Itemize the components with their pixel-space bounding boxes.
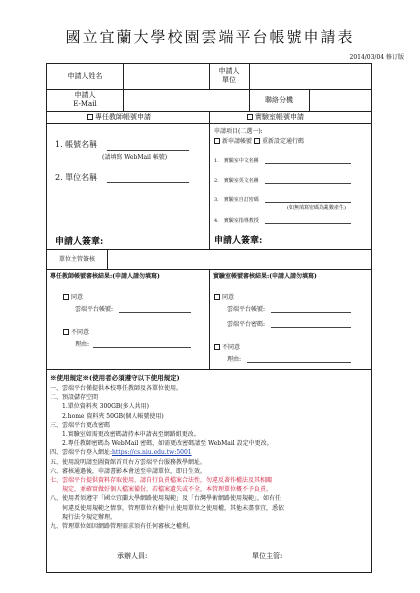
lab-chinese-name-input[interactable] bbox=[265, 163, 351, 164]
teacher-review-disagree[interactable]: 不同意 bbox=[63, 328, 89, 337]
lab-review-reason-input[interactable] bbox=[247, 362, 351, 363]
lab-review-account-input[interactable] bbox=[271, 312, 351, 313]
rule-line: 何違反使用規範之情事，管理單位有權中止使用單位之使用權，其他未盡事宜，悉依 bbox=[50, 504, 285, 512]
lab-field-chinese-name: 1. 實驗室中文名稱 bbox=[214, 158, 259, 164]
checkbox-icon[interactable] bbox=[214, 294, 220, 300]
checkbox-icon[interactable] bbox=[87, 114, 93, 120]
lab-review-header: 實驗室帳號審核結果:(申請人請勿填寫) bbox=[213, 273, 317, 280]
applicant-name-label: 申請人姓名 bbox=[67, 72, 103, 80]
rule-line: 三、雲端平台更改密碼 bbox=[50, 421, 111, 429]
lab-review-password-label: 雲端平台密碼: bbox=[227, 321, 266, 328]
lab-field-english-name: 2. 實驗室英文名稱 bbox=[214, 178, 259, 184]
lab-field-advisor: 4. 實驗室指導教授 bbox=[214, 218, 259, 224]
platform-url-link[interactable]: https://cs.niu.edu.tw:5001 bbox=[112, 449, 192, 457]
lab-account-header[interactable]: 實驗室帳號申請 bbox=[247, 113, 304, 122]
lab-english-name-input[interactable] bbox=[265, 183, 351, 184]
rule-line: 一、雲端平台僅提供本校專任教師及各單位使用。 bbox=[50, 385, 183, 392]
checkbox-icon[interactable] bbox=[214, 344, 220, 350]
checkbox-icon[interactable] bbox=[63, 329, 69, 335]
rule-warning-line: 七、雲端平台提供資料存取使用，請自行負責檔案合法性，勿違反著作權法及其相關 bbox=[50, 477, 273, 485]
teacher-account-header[interactable]: 專任教師帳號申請 bbox=[87, 113, 151, 122]
rule-line: 九、管理單位如因網路管理需求須有任何審核之權利。 bbox=[50, 523, 195, 531]
checkbox-icon[interactable] bbox=[63, 294, 69, 300]
lab-review-disagree[interactable]: 不同意 bbox=[214, 343, 240, 352]
rule-line: 1.實驗室如需更改密碼請持本申請表至網路組更改。 bbox=[50, 431, 200, 439]
teacher-review-agree[interactable]: 同意 bbox=[63, 293, 83, 302]
rules-list bbox=[50, 384, 284, 531]
teacher-signature-label: 申請人簽章: bbox=[55, 237, 104, 247]
phone-ext-label: 聯絡分機 bbox=[265, 96, 293, 104]
form-title: 國立宜蘭大學校園雲端平台帳號申請表 bbox=[65, 28, 355, 46]
rule-warning-line: 規定，並確實做好個人檔案備份，若檔案遺失或不全，本管理單位概不予負責。 bbox=[50, 486, 273, 494]
lab-password-hint: (如無填寫密碼為亂數產生) bbox=[287, 205, 346, 211]
teacher-review-reason-label: 理由: bbox=[75, 341, 90, 348]
rule-url-line: 四、雲端平台登入網址:https://cs.niu.edu.tw:5001 bbox=[50, 449, 192, 457]
lab-signature-label: 申請人簽章: bbox=[214, 236, 263, 246]
rule-line: 2.專任教師密碼為 WebMail 密碼，如需更改密碼請至 WebMail 設定中更改。 bbox=[50, 440, 273, 448]
teacher-review-reason-input[interactable] bbox=[93, 347, 191, 348]
handler-label: 承辦人員: bbox=[117, 552, 148, 560]
lab-advisor-input[interactable] bbox=[265, 223, 351, 224]
rules-heading: ※使用規定※(使用者必須遵守以下使用規定) bbox=[50, 374, 180, 382]
rule-line: 六、審核通過後，申請書影本會送至申請單位，即日生效。 bbox=[50, 467, 207, 475]
applicant-email-label: 申請人 E-Mail bbox=[73, 91, 97, 108]
lab-review-agree[interactable]: 同意 bbox=[214, 293, 234, 302]
applicant-email-field[interactable] bbox=[124, 90, 249, 111]
supervisor-approval-label: 單位主管簽核 bbox=[58, 256, 95, 263]
rule-line: 五、使用說明請至圖資館首頁右方雲端平台服務教學網址。 bbox=[50, 458, 207, 466]
lab-item-label: 申請項目(二選一): bbox=[214, 128, 263, 135]
teacher-review-account-input[interactable] bbox=[119, 312, 191, 313]
lab-review-reason-label: 理由: bbox=[227, 356, 242, 363]
lab-review-account-label: 雲端平台帳號: bbox=[227, 306, 266, 313]
revision-date: 2014/03/04 修订版 bbox=[349, 54, 404, 61]
applicant-unit-field[interactable] bbox=[250, 64, 372, 89]
rule-line: 現行法令規定辦理。 bbox=[50, 513, 117, 521]
supervisor-approval-field[interactable] bbox=[108, 250, 372, 269]
lab-review-password-input[interactable] bbox=[271, 327, 351, 328]
teacher-account-field[interactable] bbox=[107, 150, 189, 151]
application-form bbox=[46, 63, 372, 573]
rule-line: 二、預設儲存空間 bbox=[50, 394, 99, 402]
footer-supervisor-label: 單位主管: bbox=[252, 552, 283, 560]
teacher-account-label: 1. 帳號名稱 bbox=[55, 140, 98, 149]
teacher-unit-field[interactable] bbox=[107, 182, 189, 183]
lab-password-input[interactable] bbox=[265, 202, 351, 203]
phone-ext-field[interactable] bbox=[310, 90, 372, 111]
checkbox-icon[interactable] bbox=[214, 138, 220, 144]
option-reset-password[interactable]: 重新設定通行碼 bbox=[261, 138, 304, 145]
teacher-review-header: 專任教師帳號審核結果:(申請人請勿填寫) bbox=[50, 273, 160, 280]
rule-line: 1.單位資料夾 300GB(多人共用) bbox=[50, 403, 149, 411]
checkbox-icon[interactable] bbox=[254, 138, 260, 144]
teacher-account-hint: (請填寫 WebMail 帳號) bbox=[102, 154, 168, 161]
rule-line: 2.home 資料夾 50GB(個人帳號使用) bbox=[50, 412, 164, 420]
option-new-account[interactable]: 新申請帳號 bbox=[222, 138, 253, 145]
rule-line: 八、使用者須遵守「國立宜蘭大學網路使用規範」及「台灣學術網路使用規範」，如有任 bbox=[50, 495, 282, 503]
teacher-review-account-label: 雲端平台帳號: bbox=[75, 306, 114, 313]
checkbox-icon[interactable] bbox=[247, 114, 253, 120]
applicant-name-field[interactable] bbox=[124, 64, 209, 89]
lab-options bbox=[214, 137, 304, 146]
lab-field-password: 3. 實驗室自訂密碼 bbox=[214, 197, 259, 203]
teacher-unit-label: 2. 單位名稱 bbox=[55, 173, 98, 182]
applicant-unit-label: 申請人 單位 bbox=[218, 67, 240, 84]
